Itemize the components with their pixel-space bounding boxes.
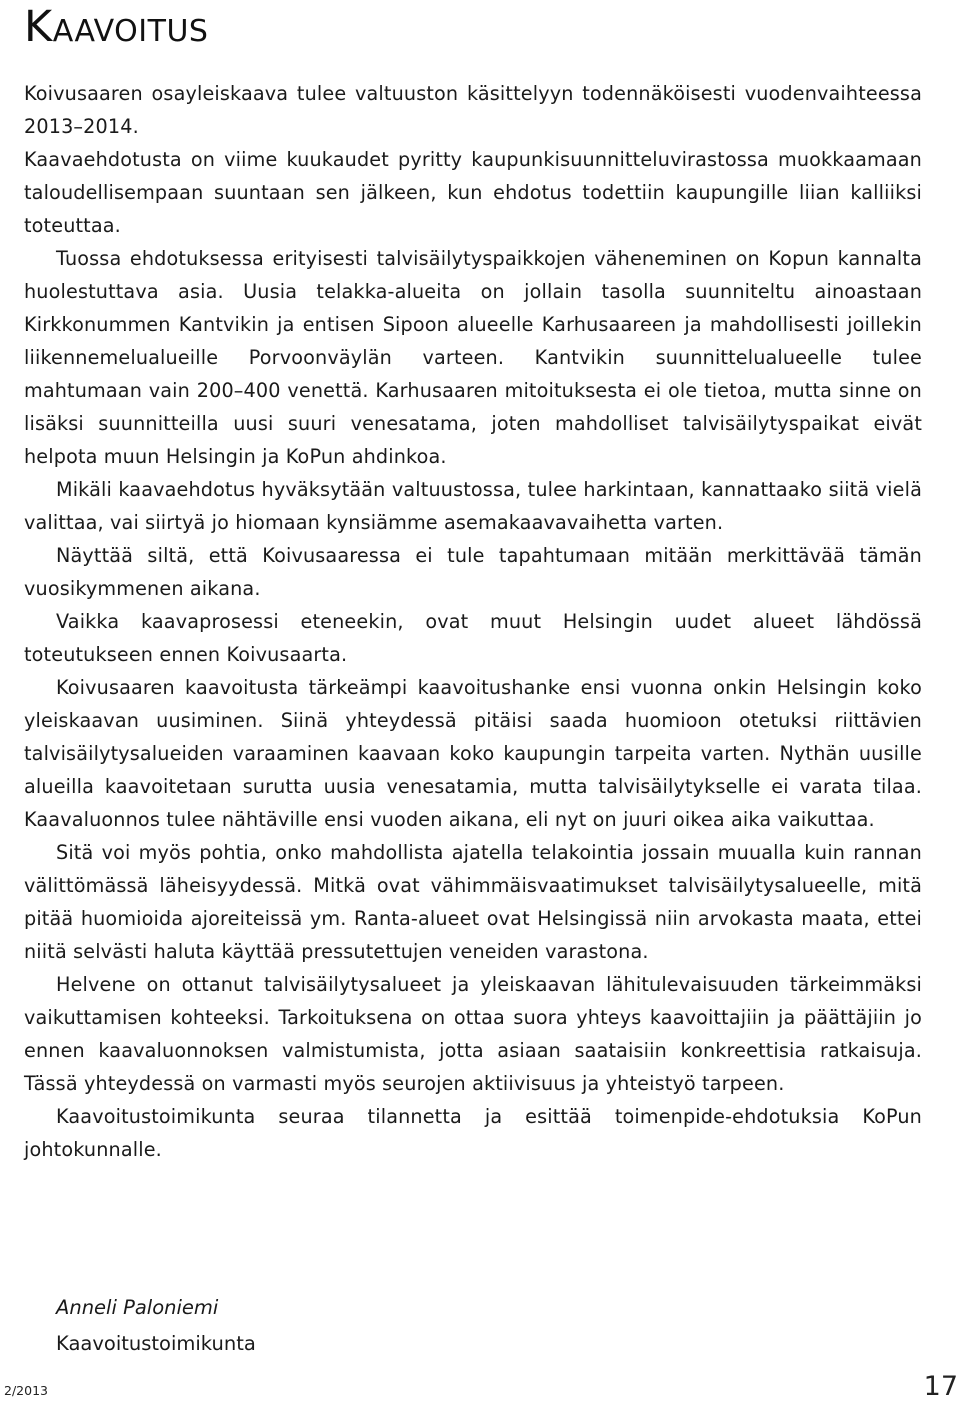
- paragraph: [24, 968, 922, 1100]
- sentence: Tuossa ehdotuksessa erityisesti talvisäilytyspaikkojen väheneminen on Kopun kannalta huolestuttava asia.: [24, 247, 922, 303]
- sentence: Kantvikin suunnittelualueelle tulee mahtumaan vain 200–400 venettä.: [24, 346, 922, 402]
- sentence: Helvene on ottanut talvisäilytysalueet ja yleiskaavan lähitulevaisuuden tärkeimmäksi vaikuttamisen kohteeksi.: [24, 973, 922, 1029]
- sentence: Sitä voi myös pohtia, onko mahdollista ajatella telakointia jossain muualla kuin rannan välittömässä läheisyydessä.: [24, 841, 922, 897]
- sentence: Kaavoitustoimikunta seuraa tilannetta ja esittää toimenpide-ehdotuksia KoPun johtokunnalle.: [24, 1105, 922, 1161]
- sentence: Ranta-alueet ovat Helsingissä niin arvokasta maata, ettei niitä selvästi haluta käyttää pressutettujen veneiden varastona.: [24, 907, 922, 963]
- sentence: Uusia telakka-alueita on jollain tasolla suunniteltu ainoastaan Kirkkonummen Kantvikin ja entisen Sipoon alueelle Karhusaareen ja mahdollisesti joillekin liikennemelualueille Porvoonväylän varteen.: [24, 280, 922, 369]
- page-title: Kaavoitus: [24, 2, 209, 52]
- page-number: 17: [923, 1371, 958, 1402]
- sentence: Tässä yhteydessä on varmasti myös seurojen aktiivisuus ja yhteistyö tarpeen.: [24, 1072, 785, 1095]
- signature-block: [56, 1290, 256, 1362]
- sentence: Tarkoituksena on ottaa suora yhteys kaavoittajiin ja päättäjiin jo ennen kaavaluonnoksen valmistumista, jotta asiaan saataisiin konkreettisia ratkaisuja.: [24, 1006, 922, 1062]
- paragraph: [24, 1100, 922, 1166]
- sentence: Vaikka kaavaprosessi eteneekin, ovat muut Helsingin uudet alueet lähdössä toteutukseen ennen Koivusaarta.: [24, 610, 922, 666]
- sentence: Koivusaaren osayleiskaava tulee valtuuston käsittelyyn todennäköisesti vuodenvaihteessa 2013–2014.: [24, 82, 922, 138]
- paragraph: [24, 77, 922, 143]
- paragraph: [24, 539, 922, 605]
- sentence: Mikäli kaavaehdotus hyväksytään valtuustossa, tulee harkintaan, kannattaako siitä vielä valittaa, vai siirtyä jo hiomaan kynsiämme asemakaavavaihetta varten.: [24, 478, 922, 534]
- author-role: Kaavoitustoimikunta: [56, 1332, 256, 1355]
- article-body: [24, 77, 922, 1166]
- sentence: Koivusaaren kaavoitusta tärkeämpi kaavoitushanke ensi vuonna onkin Helsingin koko yleiskaavan uusiminen.: [24, 676, 922, 732]
- sentence: Karhusaaren mitoituksesta ei ole tietoa, mutta sinne on lisäksi suunnitteilla uusi suuri venesatama, joten mahdolliset talvisäilytyspaikat eivät helpota muun Helsingin ja KoPun ahdinkoa.: [24, 379, 922, 468]
- sentence: Nythän uusille alueilla kaavoitetaan surutta uusia venesatamia, mutta talvisäilytykselle ei varata tilaa.: [24, 742, 922, 798]
- paragraph: [24, 143, 922, 242]
- sentence: Mitkä ovat vähimmäisvaatimukset talvisäilytysalueelle, mitä pitää huomioida ajoreiteissä ym.: [24, 874, 923, 930]
- sentence: Siinä yhteydessä pitäisi saada huomioon otetuksi riittävien talvisäilytysalueiden varaaminen kaavaan koko kaupungin tarpeita varten.: [24, 709, 922, 765]
- issue-number: 2/2013: [4, 1383, 48, 1398]
- paragraph: [24, 605, 922, 671]
- paragraph: [24, 836, 922, 968]
- paragraph: [24, 671, 922, 836]
- sentence: Näyttää siltä, että Koivusaaressa ei tule tapahtumaan mitään merkittävää tämän vuosikymmenen aikana.: [24, 544, 922, 600]
- sentence: Kaavaehdotusta on viime kuukaudet pyritty kaupunkisuunnitteluvirastossa muokkaamaan taloudellisempaan suuntaan sen jälkeen, kun ehdotus todettiin kaupungille liian kalliiksi toteuttaa.: [24, 148, 922, 237]
- author-name: Anneli Paloniemi: [56, 1296, 219, 1319]
- paragraph: [24, 242, 922, 473]
- sentence: Kaavaluonnos tulee nähtäville ensi vuoden aikana, eli nyt on juuri oikea aika vaikuttaa.: [24, 808, 875, 831]
- paragraph: [24, 473, 922, 539]
